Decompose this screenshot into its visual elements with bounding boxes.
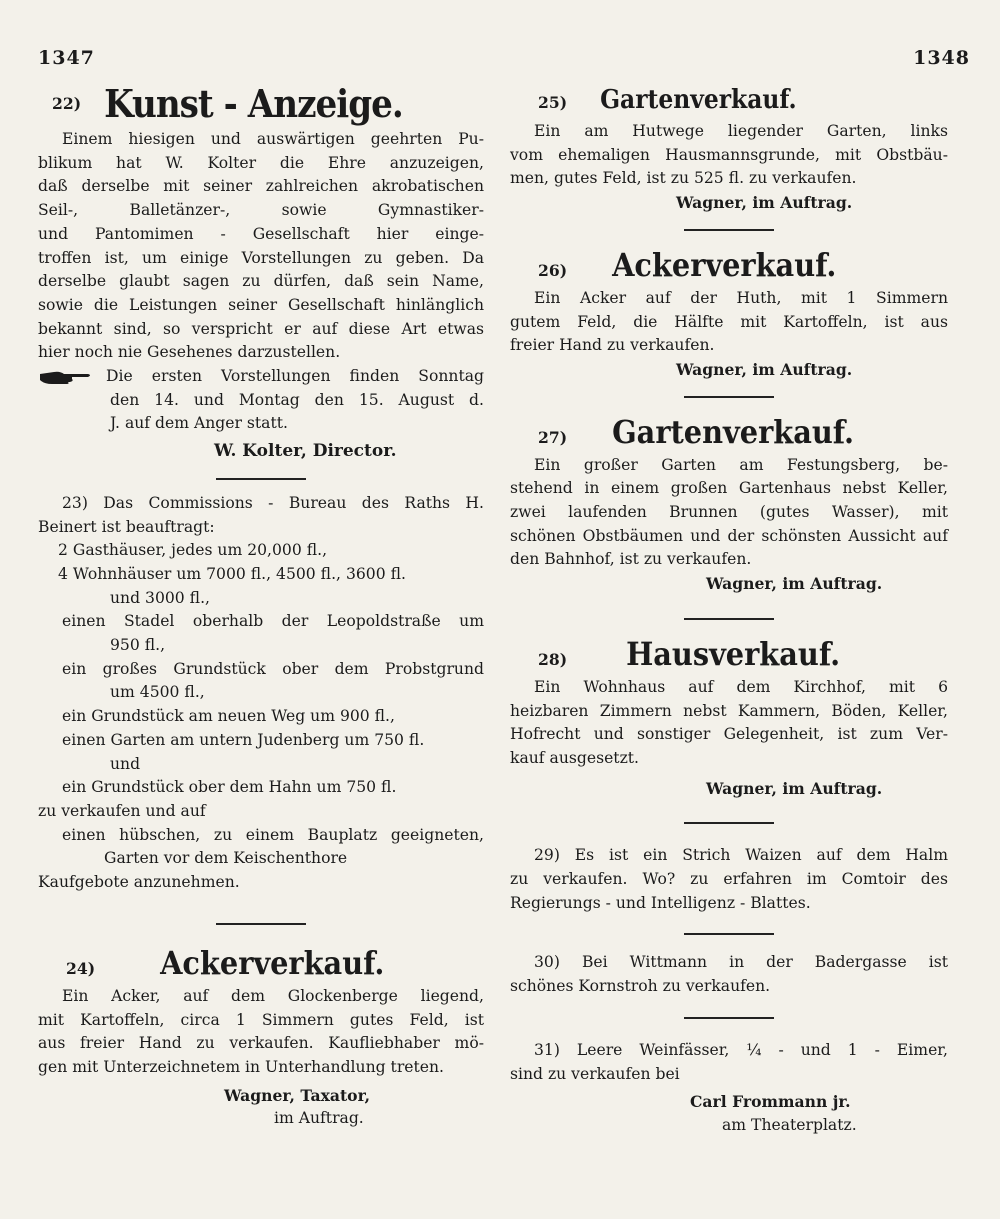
divider bbox=[684, 618, 774, 620]
text-line: Ein großer Garten am Festungsberg, be- bbox=[534, 455, 948, 474]
text-line: troffen ist, um einige Vorstellungen zu geben. Da bbox=[38, 248, 484, 267]
ad-23 bbox=[38, 492, 484, 895]
signature: Wagner, Taxator, bbox=[224, 1085, 371, 1105]
list-item: ein großes Grundstück ober dem Probstgrund bbox=[62, 659, 484, 678]
right-column bbox=[510, 80, 948, 1138]
text-line: derselbe glaubt sagen zu dürfen, daß sein Name, bbox=[38, 272, 484, 291]
text-line: kauf ausgesetzt. bbox=[510, 748, 640, 767]
text-line: zu verkaufen. Wo? zu erfahren im Comtoir des bbox=[510, 870, 948, 889]
signature-line: im Auftrag. bbox=[274, 1109, 364, 1128]
signature: Carl Frommann jr. bbox=[690, 1092, 851, 1112]
text-line: zwei laufenden Brunnen (gutes Wasser), mit bbox=[510, 503, 948, 522]
ad-title: Kunst - Anzeige. bbox=[104, 81, 403, 126]
signature: Wagner, im Auftrag. bbox=[676, 359, 853, 379]
text-line: men, gutes Feld, ist zu 525 fl. zu verkaufen. bbox=[510, 169, 857, 188]
notice-line: Die ersten Vorstellungen finden Sonntag bbox=[106, 367, 484, 386]
divider bbox=[684, 1017, 774, 1019]
signature-line: am Theaterplatz. bbox=[722, 1115, 857, 1134]
divider bbox=[684, 229, 774, 231]
notice-line: J. auf dem Anger statt. bbox=[110, 414, 288, 433]
text-line: 30) Bei Wittmann in der Badergasse ist bbox=[534, 953, 948, 972]
text-line: 29) Es ist ein Strich Waizen auf dem Halm bbox=[534, 846, 948, 865]
text-line: 31) Leere Weinfässer, ¼ - und 1 - Eimer, bbox=[534, 1040, 948, 1059]
text-line: Beinert ist beauftragt: bbox=[38, 517, 215, 536]
list-item: und bbox=[110, 754, 141, 773]
list-item: ein Grundstück ober dem Hahn um 750 fl. bbox=[62, 778, 397, 797]
ad-title: Gartenverkauf. bbox=[612, 412, 855, 451]
ad-24 bbox=[38, 941, 484, 1131]
divider bbox=[684, 933, 774, 935]
ad-number: 24) bbox=[66, 958, 96, 978]
ad-title: Ackerverkauf. bbox=[160, 943, 385, 982]
text-line: schönes Kornstroh zu verkaufen. bbox=[510, 977, 771, 996]
text-line: Ein Acker, auf dem Glockenberge liegend, bbox=[62, 986, 484, 1005]
signature: Wagner, im Auftrag. bbox=[676, 193, 853, 213]
signature: Wagner, im Auftrag. bbox=[706, 778, 883, 798]
text-line: Ein Wohnhaus auf dem Kirchhof, mit 6 bbox=[534, 677, 948, 696]
ad-number: 27) bbox=[538, 427, 568, 447]
ad-30 bbox=[510, 951, 948, 998]
ad-number: 28) bbox=[538, 649, 568, 669]
notice-line: den 14. und Montag den 15. August d. bbox=[110, 390, 484, 409]
text-line: gen mit Unterzeichnetem in Unterhandlung treten. bbox=[38, 1057, 445, 1076]
text-line: Einem hiesigen und auswärtigen geehrten Pu- bbox=[62, 130, 484, 148]
text-line: Seil-, Balletänzer-, sowie Gymnastiker- bbox=[38, 201, 484, 220]
text-line: Ein am Hutwege liegender Garten, links bbox=[534, 122, 948, 140]
list-item: Kaufgebote anzunehmen. bbox=[38, 873, 240, 892]
ad-29 bbox=[510, 844, 948, 915]
page-number-left: 1347 bbox=[38, 47, 95, 69]
text-line: den Bahnhof, ist zu verkaufen. bbox=[510, 550, 752, 569]
ad-31 bbox=[510, 1039, 948, 1138]
divider bbox=[216, 923, 306, 925]
text-line: stehend in einem großen Gartenhaus nebst Keller, bbox=[510, 479, 948, 498]
text-line: blikum hat W. Kolter die Ehre anzuzeigen, bbox=[38, 153, 484, 172]
text-line: freier Hand zu verkaufen. bbox=[510, 336, 715, 355]
text-line: vom ehemaligen Hausmannsgrunde, mit Obstbäu- bbox=[510, 145, 948, 164]
divider bbox=[684, 822, 774, 824]
text-line: bekannt sind, so verspricht er auf diese Art etwas bbox=[38, 319, 484, 338]
list-item: um 4500 fl., bbox=[110, 683, 205, 702]
divider bbox=[684, 396, 774, 398]
list-item: Garten vor dem Keischenthore bbox=[104, 849, 348, 868]
pointing-hand-icon bbox=[38, 368, 94, 386]
text-line: mit Kartoffeln, circa 1 Simmern gutes Feld, ist bbox=[38, 1010, 484, 1029]
list-item: ein Grundstück am neuen Weg um 900 fl., bbox=[62, 707, 395, 726]
ad-title: Gartenverkauf. bbox=[600, 85, 797, 115]
list-item: 2 Gasthäuser, jedes um 20,000 fl., bbox=[58, 541, 328, 560]
ad-26 bbox=[510, 243, 948, 382]
list-item: 4 Wohnhäuser um 7000 fl., 4500 fl., 3600 fl. bbox=[58, 564, 406, 583]
signature: W. Kolter, Director. bbox=[214, 441, 397, 462]
list-item: einen Garten am untern Judenberg um 750 fl. bbox=[62, 730, 425, 749]
ad-27 bbox=[510, 410, 948, 596]
text-line: gutem Feld, die Hälfte mit Kartoffeln, ist aus bbox=[510, 312, 948, 331]
text-line: 23) Das Commissions - Bureau des Raths H. bbox=[62, 493, 484, 512]
ad-25 bbox=[510, 80, 948, 215]
text-line: Hofrecht und sonstiger Gelegenheit, ist zum Ver- bbox=[510, 725, 948, 744]
ad-number: 26) bbox=[538, 260, 568, 280]
text-line: sowie die Leistungen seiner Gesellschaft hinlänglich bbox=[38, 295, 484, 314]
ad-22 bbox=[38, 80, 484, 464]
ad-number: 25) bbox=[538, 93, 568, 112]
ad-title: Ackerverkauf. bbox=[612, 245, 837, 284]
text-line: heizbaren Zimmern nebst Kammern, Böden, Keller, bbox=[510, 701, 948, 720]
signature: Wagner, im Auftrag. bbox=[706, 574, 883, 594]
left-column bbox=[38, 80, 484, 1131]
list-item: und 3000 fl., bbox=[110, 588, 210, 607]
list-item: 950 fl., bbox=[110, 636, 166, 655]
text-line: sind zu verkaufen bei bbox=[510, 1064, 680, 1083]
list-item: einen Stadel oberhalb der Leopoldstraße um bbox=[62, 612, 484, 631]
list-item: zu verkaufen und auf bbox=[38, 801, 206, 820]
text-line: Ein Acker auf der Huth, mit 1 Simmern bbox=[534, 288, 948, 307]
ad-number: 22) bbox=[52, 94, 82, 113]
text-line: schönen Obstbäumen und der schönsten Aussicht auf bbox=[510, 526, 948, 545]
text-line: und Pantomimen - Gesellschaft hier einge- bbox=[38, 224, 484, 243]
list-item: einen hübschen, zu einem Bauplatz geeigneten, bbox=[62, 825, 484, 844]
text-line: aus freier Hand zu verkaufen. Kaufliebhaber mö- bbox=[38, 1034, 484, 1053]
divider bbox=[216, 478, 306, 480]
text-line: hier noch nie Gesehenes darzustellen. bbox=[38, 343, 341, 362]
ad-28 bbox=[510, 632, 948, 801]
text-line: Regierungs - und Intelligenz - Blattes. bbox=[510, 893, 811, 912]
ad-title: Hausverkauf. bbox=[626, 634, 841, 673]
page-number-right: 1348 bbox=[913, 47, 970, 69]
text-line: daß derselbe mit seiner zahlreichen akrobatischen bbox=[38, 177, 484, 196]
